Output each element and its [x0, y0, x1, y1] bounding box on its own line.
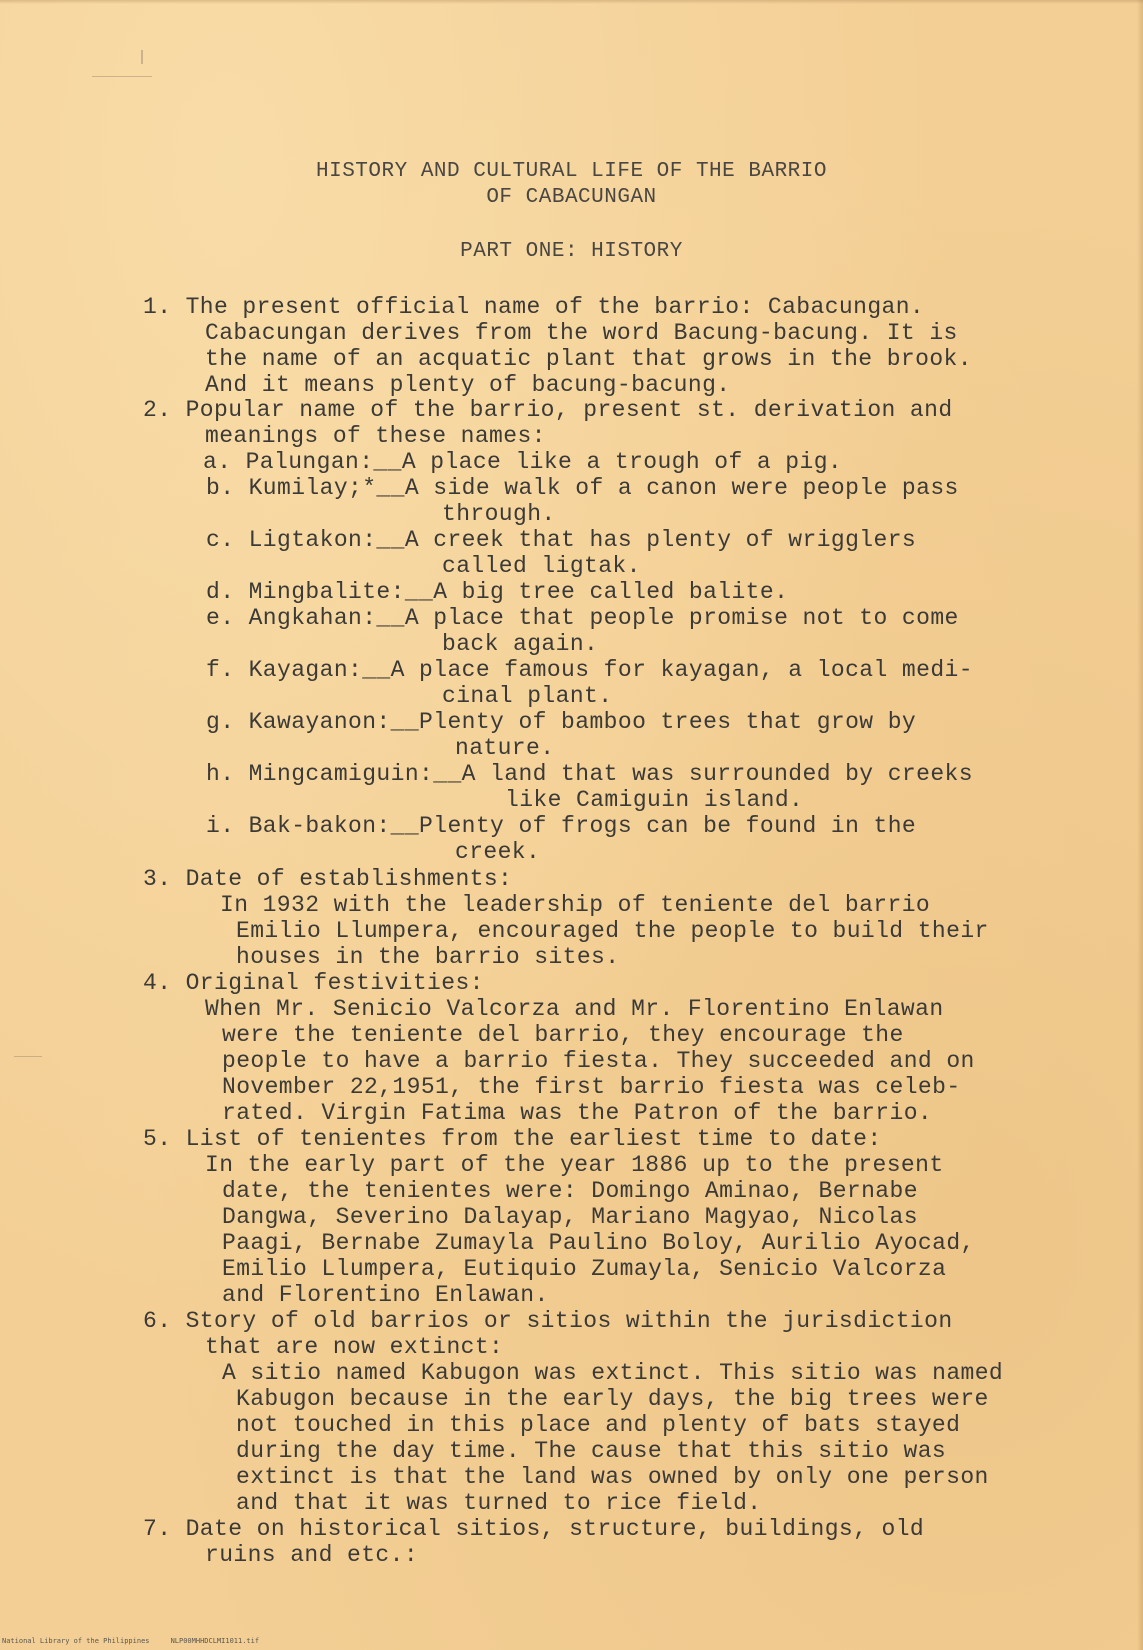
body-line: meanings of these names: — [205, 423, 546, 449]
paper-mark — [141, 50, 143, 64]
body-line: In 1932 with the leadership of teniente del barrio — [220, 892, 931, 918]
body-line: people to have a barrio fiesta. They succeeded and on — [222, 1048, 975, 1074]
body-line: 4. Original festivities: — [143, 970, 484, 996]
body-line: i. Bak-bakon:__Plenty of frogs can be found in the — [206, 813, 917, 839]
paper-mark — [92, 76, 152, 77]
body-line: called ligtak. — [442, 553, 641, 579]
body-line: ruins and etc.: — [205, 1542, 419, 1568]
body-line: date, the tenientes were: Domingo Aminao, Bernabe — [222, 1178, 918, 1204]
body-line: Emilio Llumpera, encouraged the people to build their — [236, 918, 989, 944]
body-line: c. Ligtakon:__A creek that has plenty of wrigglers — [206, 527, 917, 553]
paper-mark — [14, 1056, 42, 1057]
body-line: g. Kawayanon:__Plenty of bamboo trees that grow by — [206, 709, 917, 735]
body-line: creek. — [455, 839, 541, 865]
document-title-line-2: OF CABACUNGAN — [486, 186, 657, 209]
body-line: d. Mingbalite:__A big tree called balite. — [206, 579, 789, 605]
body-line: f. Kayagan:__A place famous for kayagan, a local medi- — [206, 657, 973, 683]
body-line: e. Angkahan:__A place that people promise not to come — [206, 605, 959, 631]
body-line: like Camiguin island. — [505, 787, 804, 813]
document-title-line-1: HISTORY AND CULTURAL LIFE OF THE BARRIO — [316, 160, 827, 183]
body-line: cinal plant. — [442, 683, 613, 709]
body-line: 3. Date of establishments: — [143, 866, 513, 892]
body-line: And it means plenty of bacung-bacung. — [205, 372, 731, 398]
body-line: 7. Date on historical sitios, structure, buildings, old — [143, 1516, 925, 1542]
part-heading: PART ONE: HISTORY — [460, 240, 683, 263]
body-line: A sitio named Kabugon was extinct. This sitio was named — [222, 1360, 1004, 1386]
body-line: November 22,1951, the first barrio fiesta was celeb- — [222, 1074, 961, 1100]
body-line: Emilio Llumpera, Eutiquio Zumayla, Senicio Valcorza — [222, 1256, 947, 1282]
scan-footer-caption: National Library of the Philippines NLP00MHHDCLMI1011.tif — [2, 1637, 260, 1645]
body-line: the name of an acquatic plant that grows in the brook. — [205, 346, 972, 372]
body-line: Kabugon because in the early days, the big trees were — [236, 1386, 989, 1412]
body-line: nature. — [455, 735, 555, 761]
paper-edge-top — [0, 0, 1143, 4]
body-line: through. — [442, 501, 556, 527]
body-line: 6. Story of old barrios or sitios within the jurisdiction — [143, 1308, 953, 1334]
body-line: were the teniente del barrio, they encourage the — [222, 1022, 904, 1048]
body-line: In the early part of the year 1886 up to the present — [205, 1152, 944, 1178]
body-line: rated. Virgin Fatima was the Patron of the barrio. — [222, 1100, 933, 1126]
body-line: Paagi, Bernabe Zumayla Paulino Boloy, Aurilio Ayocad, — [222, 1230, 975, 1256]
body-line: during the day time. The cause that this sitio was — [236, 1438, 947, 1464]
body-line: houses in the barrio sites. — [236, 944, 620, 970]
body-line: When Mr. Senicio Valcorza and Mr. Florentino Enlawan — [205, 996, 944, 1022]
body-line: 2. Popular name of the barrio, present st. derivation and — [143, 397, 953, 423]
body-line: back again. — [442, 631, 599, 657]
body-line: that are now extinct: — [205, 1334, 504, 1360]
body-line: 1. The present official name of the barrio: Cabacungan. — [143, 294, 925, 320]
body-line: extinct is that the land was owned by only one person — [236, 1464, 989, 1490]
body-line: b. Kumilay;*__A side walk of a canon were people pass — [206, 475, 959, 501]
body-line: and that it was turned to rice field. — [236, 1490, 762, 1516]
body-line: Cabacungan derives from the word Bacung-bacung. It is — [205, 320, 958, 346]
body-line: and Florentino Enlawan. — [222, 1282, 549, 1308]
body-line: not touched in this place and plenty of bats stayed — [236, 1412, 961, 1438]
body-line: a. Palungan:__A place like a trough of a pig. — [203, 449, 843, 475]
body-line: h. Mingcamiguin:__A land that was surrounded by creeks — [206, 761, 973, 787]
body-line: Dangwa, Severino Dalayap, Mariano Magyao, Nicolas — [222, 1204, 918, 1230]
body-line: 5. List of tenientes from the earliest time to date: — [143, 1126, 882, 1152]
